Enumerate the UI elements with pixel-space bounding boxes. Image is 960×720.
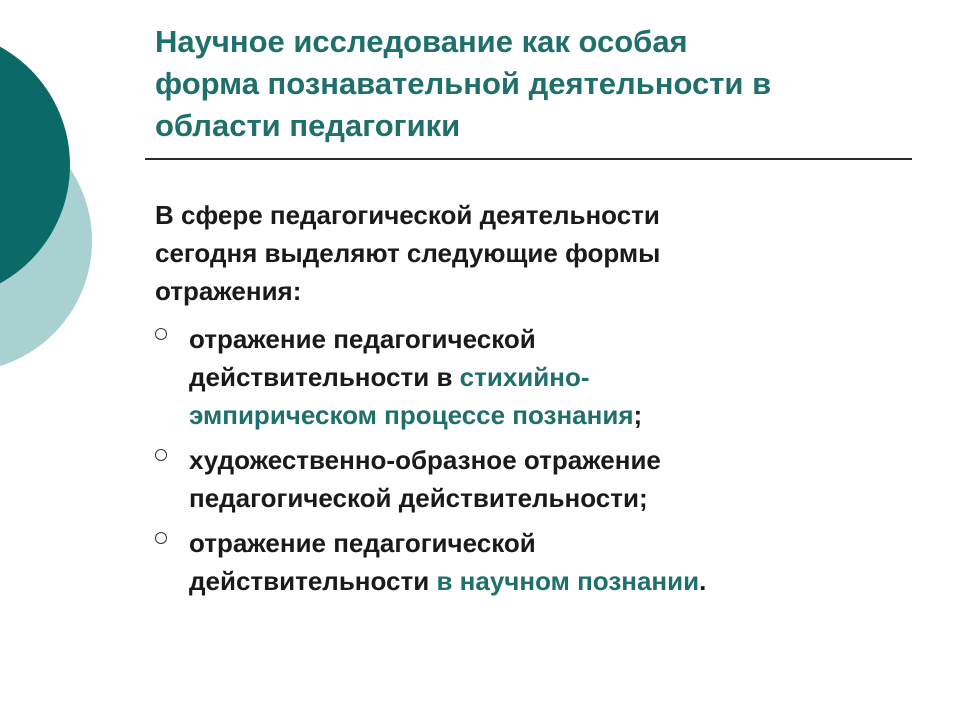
bullet-line: отражение педагогической (189, 324, 536, 354)
list-item (155, 524, 835, 600)
title-line: области педагогики (155, 108, 461, 143)
list-item (155, 320, 835, 434)
bullet-highlight: эмпирическом процессе познания (189, 400, 634, 430)
bullet-line (189, 562, 835, 600)
intro-line: отражения: (155, 276, 302, 306)
bullet-line: педагогической действительности; (189, 483, 648, 513)
intro-line: сегодня выделяют следующие формы (155, 238, 661, 268)
bullet-circle-icon (155, 532, 167, 544)
title-line: форма познавательной деятельности в (155, 66, 772, 101)
intro-line: В сфере педагогической деятельности (155, 200, 660, 230)
bullet-text: ; (633, 400, 643, 430)
bullet-text: действительности (189, 566, 437, 596)
intro-paragraph (155, 196, 835, 310)
bullet-circle-icon (155, 449, 167, 461)
title-line: Научное исследование как особая (155, 24, 688, 59)
bullet-line: отражение педагогической (189, 528, 536, 558)
list-item (155, 441, 835, 517)
title-divider (145, 158, 912, 160)
bullet-text: действительности в (189, 362, 460, 392)
bullet-line: художественно-образное отражение (189, 445, 661, 475)
slide-body (155, 196, 835, 607)
bullet-highlight: стихийно- (459, 362, 590, 392)
bullet-text: . (699, 566, 707, 596)
slide-title (155, 21, 925, 147)
bullet-highlight: в научном познании (436, 566, 700, 596)
bullet-circle-icon (155, 328, 167, 340)
bullet-line (189, 396, 835, 434)
bullet-line (189, 358, 835, 396)
